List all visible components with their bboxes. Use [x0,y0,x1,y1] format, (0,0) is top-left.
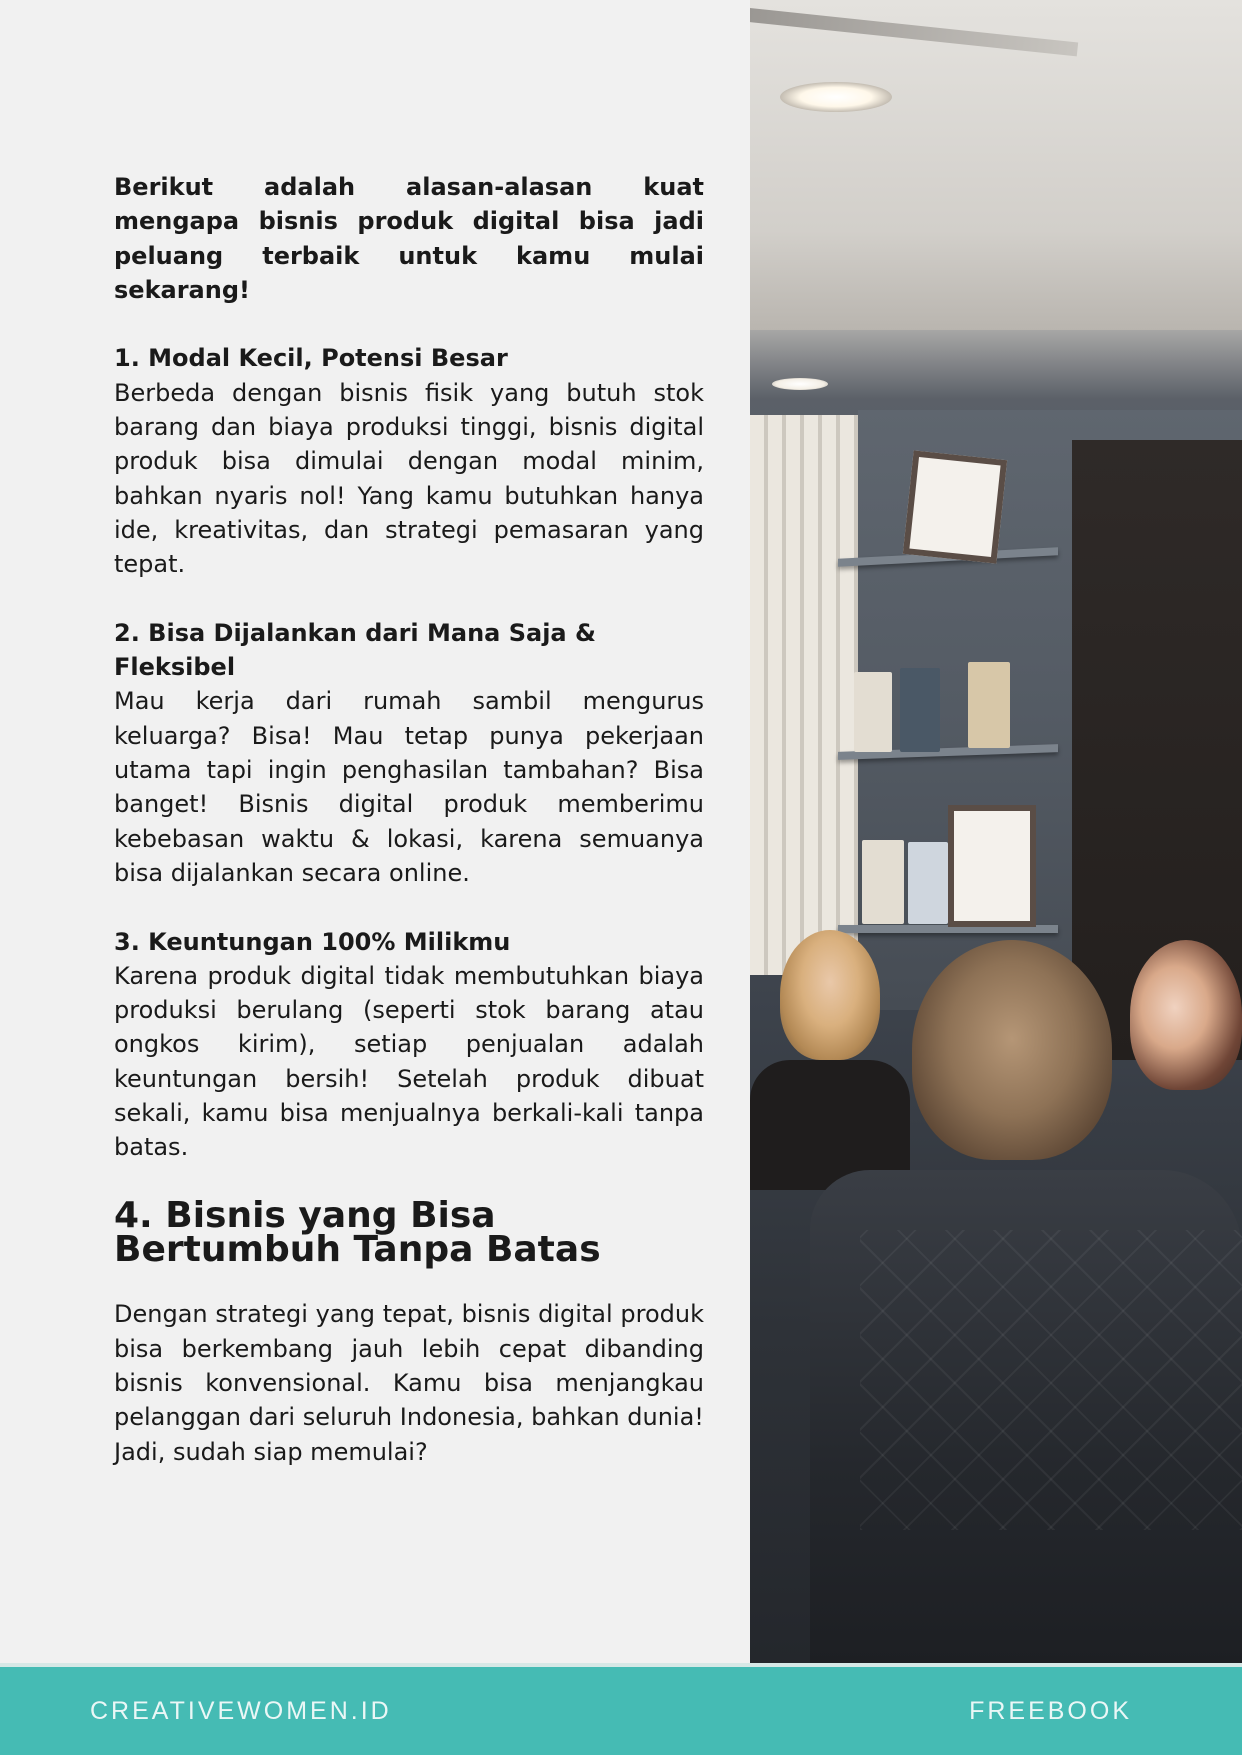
section-body: Berbeda dengan bisnis fisik yang butuh stok barang dan biaya produksi tinggi, bisnis digital produk bisa dimulai dengan modal minim, bahkan nyaris nol! Yang kamu butuhkan hanya ide, kreativitas, dan strategi pemasaran yang tepat. [114,378,704,579]
photo-ceiling [750,0,1242,330]
photo-frame [903,450,1007,563]
photo-person-left [780,930,880,1060]
photo-book [908,842,948,924]
footer-bar [0,1663,1242,1755]
footer-brand: CREATIVEWOMEN.ID [90,1697,392,1725]
section-4 [114,1194,704,1469]
section-heading: 3. Keuntungan 100% Milikmu [114,927,511,956]
article-body [114,170,704,1469]
section-heading: 2. Bisa Dijalankan dari Mana Saja & Fleksibel [114,618,596,682]
photo-book [968,662,1010,748]
section-body: Dengan strategi yang tepat, bisnis digital produk bisa berkembang jauh lebih cepat dibanding bisnis konvensional. Kamu bisa menjangkau pelanggan dari seluruh Indonesia, bahkan dunia! [114,1300,704,1432]
section-2 [114,616,704,890]
photo-book [862,840,904,924]
photo-person-right [1130,940,1242,1090]
ceiling-light-icon [780,82,892,112]
photo-book [854,672,892,752]
section-body: Karena produk digital tidak membutuhkan biaya produksi berulang (seperti stok barang atau ongkos kirim), setiap penjualan adalah keuntungan bersih! Setelah produk dibuat sekali, kamu bisa menjualnya berkali-kali tanpa batas. [114,961,704,1162]
section-heading: 4. Bisnis yang Bisa Bertumbuh Tanpa Batas [114,1194,601,1271]
section-1 [114,341,704,581]
photo-book [900,668,940,752]
ceiling-light-icon [772,378,828,390]
photo-frame [948,805,1036,927]
intro-paragraph: Berikut adalah alasan-alasan kuat mengapa bisnis produk digital bisa jadi peluang terbaik untuk kamu mulai sekarang! [114,173,704,304]
closing-line: Jadi, sudah siap memulai? [114,1437,428,1466]
footer-label: FREEBOOK [969,1697,1132,1725]
section-heading: 1. Modal Kecil, Potensi Besar [114,344,508,373]
office-photo [750,0,1242,1663]
photo-chair-pattern [860,1230,1242,1530]
section-3 [114,925,704,1165]
photo-window-blinds [750,415,858,975]
photo-person-center [912,940,1112,1160]
section-body: Mau kerja dari rumah sambil mengurus keluarga? Bisa! Mau tetap punya pekerjaan utama tapi ingin penghasilan tambahan? Bisa banget! Bisnis digital produk memberimu kebebasan waktu & lokasi, karena semuanya bisa dijalankan secara online. [114,687,704,887]
